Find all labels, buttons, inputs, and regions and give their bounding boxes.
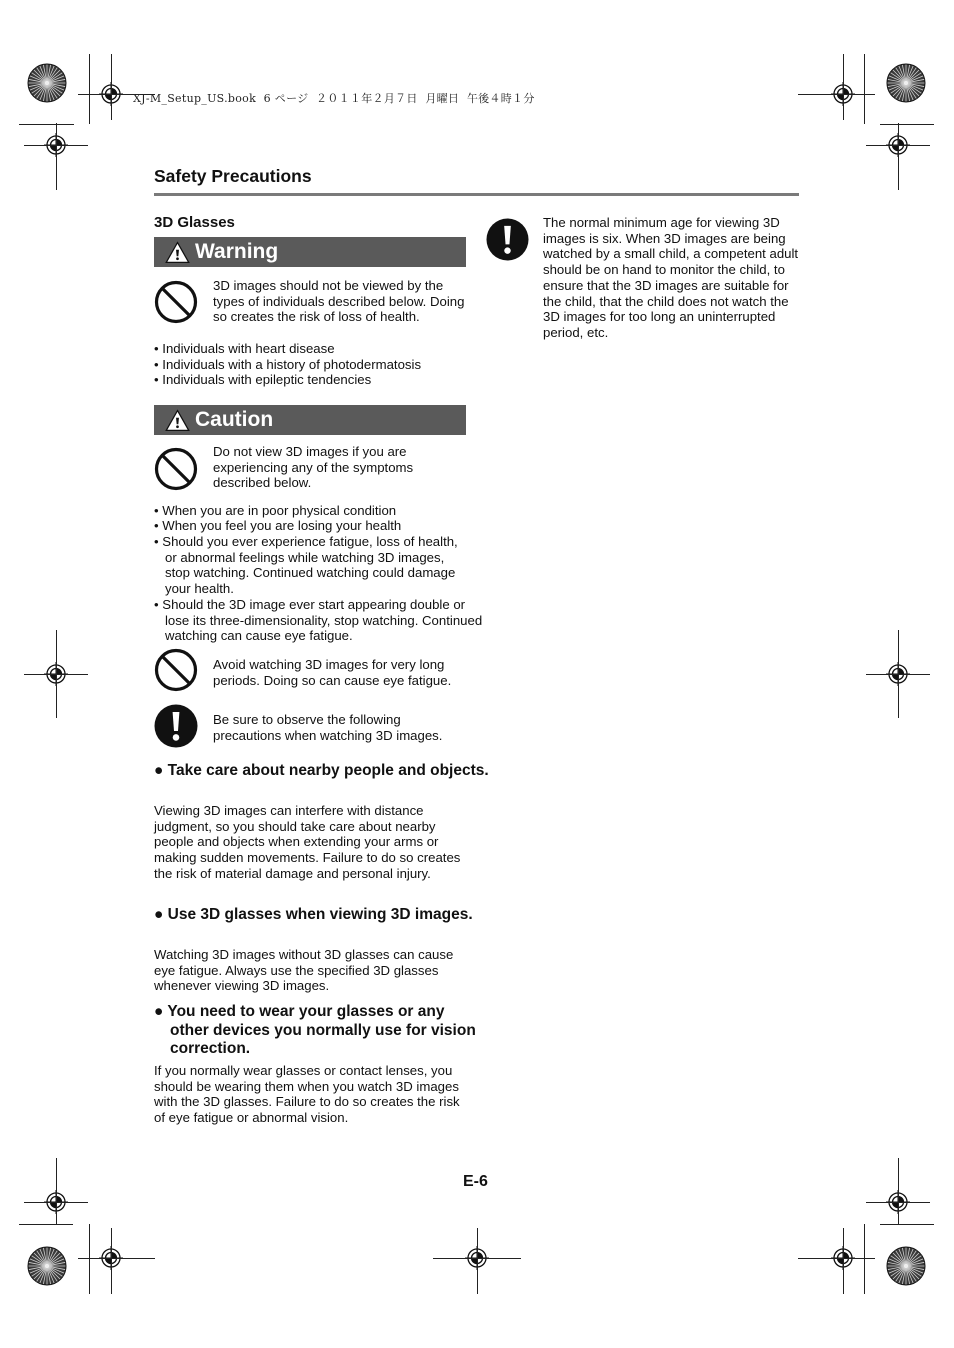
- caution-text: Do not view 3D images if you are experiencing any of the symptoms described below.: [213, 444, 414, 491]
- list-item: • When you are in poor physical condition: [154, 503, 397, 518]
- right-column-text: The normal minimum age for viewing 3D images is six. When 3D images are being watched by a small child, a competent adult should be on hand to monitor the child, to ensure that the 3D images are suitable for the child, that the child does not watch the 3D images for too long an uninterrupted period, etc.: [543, 215, 799, 340]
- prohibition-icon: [154, 447, 198, 491]
- caution-label: Caution: [195, 408, 274, 431]
- list-item: • Should you ever experience fatigue, loss of health, or abnormal feelings while watching 3D images, stop watching. Continued watching could damage your health.: [154, 534, 458, 597]
- list-item: • Individuals with epileptic tendencies: [154, 372, 372, 387]
- subsection-title: 3D Glasses: [154, 214, 235, 231]
- precaution-body: Viewing 3D images can interfere with distance judgment, so you should take care about nearby people and objects when extending your arms or making sudden movements. Failure to do so creates the risk of material damage and personal injury.: [154, 803, 461, 881]
- color-wheel-icon: [27, 1246, 67, 1286]
- precaution-heading: ● You need to wear your glasses or any other devices you normally use for vision correction.: [154, 1003, 476, 1057]
- warning-text: 3D images should not be viewed by the types of individuals described below. Doing so creates the risk of loss of health.: [213, 278, 465, 325]
- precaution-heading: ● Use 3D glasses when viewing 3D images.: [154, 906, 473, 923]
- file-header: XJ-M_Setup_US.book 6 ページ ２０１１年２月７日 月曜日 午後４時１分: [133, 92, 535, 105]
- exclamation-icon: [154, 704, 198, 748]
- prohibition-icon: [154, 648, 198, 692]
- prohibition-icon: [154, 280, 198, 324]
- title-rule: [154, 193, 799, 196]
- page-number: E-6: [463, 1173, 488, 1190]
- color-wheel-icon: [886, 63, 926, 103]
- list-item: • Individuals with a history of photodermatosis: [154, 357, 422, 372]
- precaution-body: If you normally wear glasses or contact lenses, you should be wearing them when you watch 3D images with the 3D glasses. Failure to do so creates the risk of eye fatigue or abnormal vision.: [154, 1063, 460, 1126]
- precaution-heading: ● Take care about nearby people and objects.: [154, 762, 489, 779]
- color-wheel-icon: [886, 1246, 926, 1286]
- warning-banner: [154, 237, 466, 267]
- warning-triangle-icon: [165, 409, 190, 432]
- exclamation-icon: [486, 218, 529, 261]
- precaution-body: Watching 3D images without 3D glasses can cause eye fatigue. Always use the specified 3D glasses whenever viewing 3D images.: [154, 947, 454, 994]
- list-item: • Should the 3D image ever start appearing double or lose its three-dimensionality, stop watching. Continued watching can cause eye fatigue.: [154, 597, 483, 644]
- section-title: Safety Precautions: [154, 166, 312, 186]
- caution-banner: [154, 405, 466, 435]
- list-item: • Individuals with heart disease: [154, 341, 335, 356]
- warning-triangle-icon: [165, 241, 190, 264]
- color-wheel-icon: [27, 63, 67, 103]
- observe-text: Be sure to observe the following precautions when watching 3D images.: [213, 712, 443, 743]
- avoid-text: Avoid watching 3D images for very long periods. Doing so can cause eye fatigue.: [213, 657, 452, 688]
- list-item: • When you feel you are losing your health: [154, 518, 402, 533]
- warning-label: Warning: [195, 240, 279, 263]
